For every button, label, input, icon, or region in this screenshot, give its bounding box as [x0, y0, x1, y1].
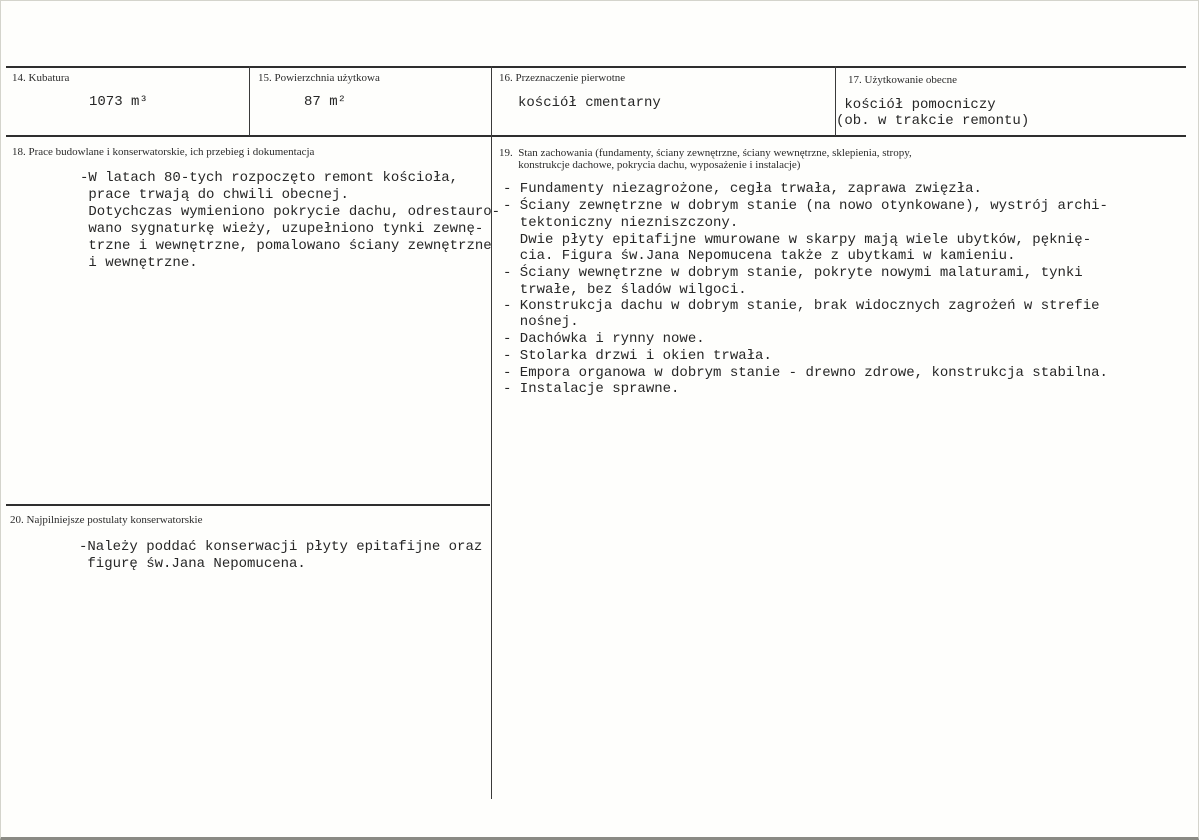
stan-label: 19. Stan zachowania (fundamenty, ściany zewnętrzne, ściany wewnętrzne, sklepienia, stropy, [499, 147, 912, 159]
prace-line: Dotychczas wymieniono pokrycie dachu, odrestauro- [80, 204, 501, 220]
powierzchnia-label: 15. Powierzchnia użytkowa [258, 72, 380, 84]
kubatura-label: 14. Kubatura [12, 72, 70, 84]
prace-label: 18. Prace budowlane i konserwatorskie, ich przebieg i dokumentacja [12, 146, 315, 158]
row-divider-rule [6, 135, 1186, 137]
prace-line: i wewnętrzne. [80, 255, 198, 271]
prace-line: prace trwają do chwili obecnej. [80, 187, 349, 203]
przeznaczenie-value: kościół cmentarny [518, 95, 661, 111]
stan-line: cia. Figura św.Jana Nepomucena także z ubytkami w kamieniu. [503, 248, 1016, 264]
stan-line: - Stolarka drzwi i okien trwała. [503, 348, 772, 364]
postulaty-line: figurę św.Jana Nepomucena. [79, 556, 306, 572]
postulaty-label: 20. Najpilniejsze postulaty konserwatorskie [10, 514, 203, 526]
stan-line: - Instalacje sprawne. [503, 381, 680, 397]
stan-label-continued: konstrukcje dachowe, pokrycia dachu, wyposażenie i instalacje) [499, 159, 801, 171]
prace-line: trzne i wewnętrzne, pomalowano ściany zewnętrzne [80, 238, 492, 254]
powierzchnia-value: 87 m² [304, 94, 347, 110]
stan-line: Dwie płyty epitafijne wmurowane w skarpy mają wiele ubytków, pęknię- [503, 232, 1092, 248]
divider-14-15 [249, 66, 250, 136]
przeznaczenie-label: 16. Przeznaczenie pierwotne [499, 72, 626, 84]
kubatura-value: 1073 m³ [89, 94, 148, 110]
section-20-top-rule [6, 504, 490, 506]
stan-line: - Ściany wewnętrzne w dobrym stanie, pokryte nowymi malaturami, tynki [503, 265, 1083, 281]
postulaty-line: -Należy poddać konserwacji płyty epitafijne oraz [79, 539, 483, 555]
prace-line: -W latach 80-tych rozpoczęto remont kościoła, [80, 170, 459, 186]
prace-line: wano sygnaturkę wieży, uzupełniono tynki zewnę- [80, 221, 484, 237]
stan-line: tektoniczny niezniszczony. [503, 215, 739, 231]
uzytkowanie-line: kościół pomocniczy [836, 97, 996, 113]
stan-line: - Fundamenty niezagrożone, cegła trwała, zaprawa zwięzła. [503, 181, 982, 197]
uzytkowanie-label: 17. Użytkowanie obecne [848, 74, 958, 86]
stan-line: - Konstrukcja dachu w dobrym stanie, brak widocznych zagrożeń w strefie [503, 298, 1100, 314]
stan-line: - Ściany zewnętrzne w dobrym stanie (na nowo otynkowane), wystrój archi- [503, 198, 1108, 214]
stan-line: trwałe, bez śladów wilgoci. [503, 282, 747, 298]
stan-line: nośnej. [503, 314, 579, 330]
top-rule [6, 66, 1186, 68]
uzytkowanie-line: (ob. w trakcie remontu) [836, 113, 1030, 129]
divider-main [491, 66, 492, 799]
stan-line: - Dachówka i rynny nowe. [503, 331, 705, 347]
stan-line: - Empora organowa w dobrym stanie - drewno zdrowe, konstrukcja stabilna. [503, 365, 1108, 381]
